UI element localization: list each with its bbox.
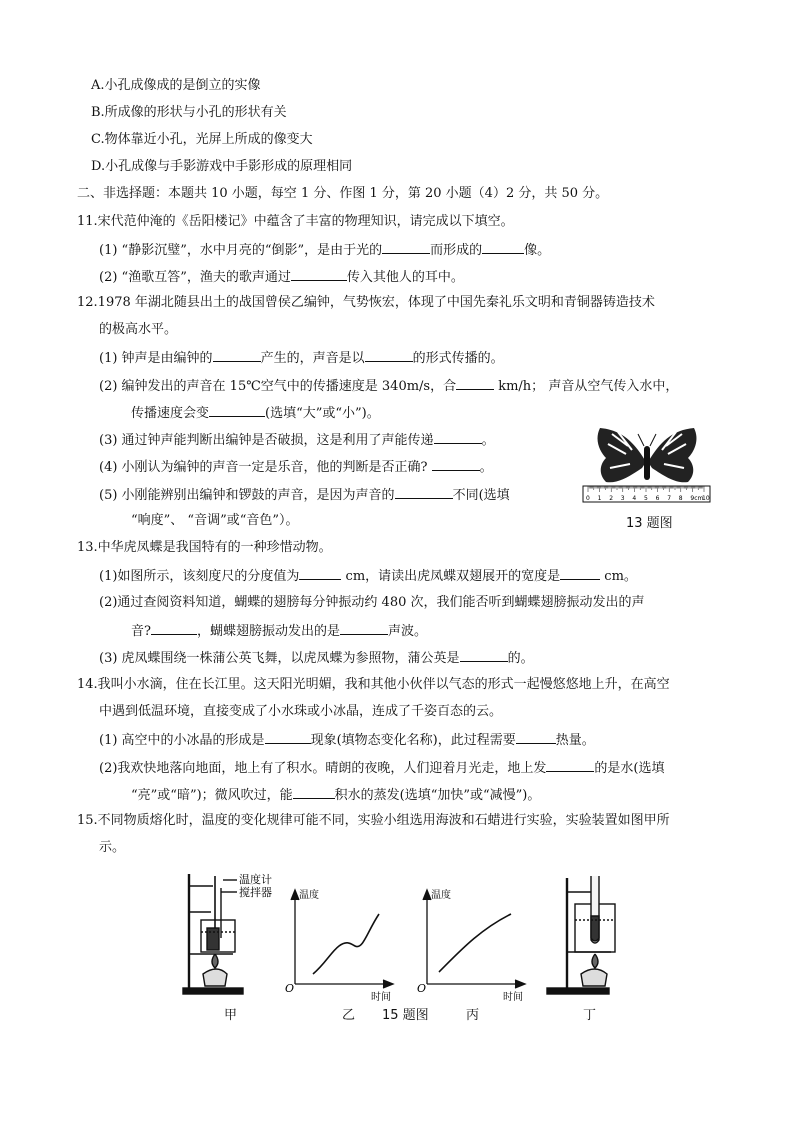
q11-part1: (1) “静影沉璧”，水中月亮的“倒影”，是由于光的 而形成的 像。 [99, 240, 550, 260]
graph-bing-origin: O [417, 982, 427, 995]
q15-stem-line1: 15.不同物质熔化时，温度的变化规律可能不同，实验小组选用海波和石蜡进行实验，实验装置如图甲所 [77, 813, 670, 828]
q11-part2: (2) “渔歌互答”，渔夫的歌声通过 传入其他人的耳中。 [99, 267, 464, 287]
q11-stem: 11.宋代范仲淹的《岳阳楼记》中蕴含了丰富的物理知识，请完成以下填空。 [77, 214, 514, 229]
graph-bing-xlabel: 时间 [503, 992, 523, 1002]
answer-blank[interactable] [299, 566, 341, 580]
q12-part2: (2) 编钟发出的声音在 15℃空气中的传播速度是 340m/s，合 km/h； 声音从空气传入水中， [99, 376, 678, 396]
graph-yi-origin: O [285, 982, 295, 995]
caption-yi: 乙 [342, 1008, 356, 1023]
fig13-caption: 13 题图 [626, 516, 673, 531]
ruler-icon [583, 486, 710, 502]
thermometer-label: 温度计 [239, 873, 272, 886]
q15-stem-line2: 示。 [99, 840, 126, 855]
answer-blank[interactable] [395, 485, 453, 499]
answer-blank[interactable] [265, 730, 311, 744]
q12-part5: (5) 小刚能辨别出编钟和锣鼓的声音，是因为声音的 不同(选填 [99, 485, 510, 505]
q12-part5-cont: “响度”、 “音调”或“音色”）。 [131, 513, 299, 528]
graph-yi-xlabel: 时间 [371, 992, 391, 1002]
answer-blank[interactable] [293, 785, 335, 799]
q12-part1: (1) 钟声是由编钟的 产生的，声音是以 的形式传播的。 [99, 348, 504, 368]
answer-blank[interactable] [291, 267, 347, 281]
q14-stem-line1: 14.我叫小水滴，住在长江里。这天阳光明媚，我和其他小伙伴以气态的形式一起慢悠悠地上升，在高空 [77, 677, 670, 692]
caption-fig15-title: 15 题图 [382, 1008, 429, 1023]
q12-stem-line1: 12.1978 年湖北随县出土的战国曾侯乙编钟，气势恢宏，体现了中国先秦礼乐文明和青铜器铸造技术 [77, 295, 655, 310]
ruler-tick-label: 7 [667, 495, 672, 502]
graph-yi [291, 890, 393, 988]
option-a: A.小孔成像成的是倒立的实像 [91, 78, 261, 93]
ruler-tick-label: 5 [644, 495, 648, 502]
ruler-tick-label: 1 [597, 495, 602, 502]
ruler-tick-label: 9cm [690, 495, 704, 502]
answer-blank[interactable] [209, 403, 265, 417]
graph-bing-ylabel: 温度 [431, 890, 451, 901]
ruler-tick-label: 8 [678, 495, 683, 502]
ruler-tick-label: 10 [702, 495, 710, 502]
q14-part2: (2)我欢快地落向地面，地上有了积水。晴朗的夜晚，人们迎着月光走，地上发 的是水(选填 [99, 758, 665, 778]
section-heading: 二、非选择题：本题共 10 小题，每空 1 分、作图 1 分，第 20 小题（4）2 分，共 50 分。 [77, 186, 609, 201]
option-d: D.小孔成像与手影游戏中手影形成的原理相同 [91, 159, 353, 174]
q13-part2: (2)通过查阅资料知道，蝴蝶的翅膀每分钟振动约 480 次，我们能否听到蝴蝶翅膀振动发出的声 [99, 595, 645, 610]
answer-blank[interactable] [365, 348, 413, 362]
caption-ding: 丁 [583, 1008, 597, 1023]
q14-part2-cont: “亮”或“暗”)；微风吹过，能 积水的蒸发(选填“加快”或“减慢”)。 [131, 785, 540, 805]
q12-part2-cont: 传播速度会变 (选填“大”或“小”)。 [131, 403, 380, 423]
answer-blank[interactable] [382, 240, 430, 254]
q14-part1: (1) 高空中的小冰晶的形成是 现象(填物态变化名称)，此过程需要 热量。 [99, 730, 595, 750]
answer-blank[interactable] [560, 566, 600, 580]
fig15-figures [175, 868, 635, 1002]
q13-part1: (1)如图所示，该刻度尺的分度值为 cm，请读出虎凤蝶双翅展开的宽度是 cm。 [99, 566, 637, 586]
q13-part2-cont: 音? ，蝴蝶翅膀振动发出的是 声波。 [131, 621, 427, 641]
graph-bing [423, 890, 525, 988]
answer-blank[interactable] [432, 457, 480, 471]
answer-blank[interactable] [213, 348, 261, 362]
q12-part3: (3) 通过钟声能判断出编钟是否破损，这是利用了声能传递 。 [99, 430, 495, 450]
q12-stem-line2: 的极高水平。 [99, 322, 178, 337]
option-b: B.所成像的形状与小孔的形状有关 [91, 105, 287, 120]
q13-stem: 13.中华虎凤蝶是我国特有的一种珍惜动物。 [77, 540, 332, 555]
answer-blank[interactable] [151, 621, 197, 635]
answer-blank[interactable] [340, 621, 388, 635]
ruler-tick-label: 3 [620, 495, 625, 502]
graph-yi-ylabel: 温度 [299, 890, 319, 901]
caption-bing: 丙 [466, 1008, 480, 1023]
ruler-tick-label: 6 [655, 495, 660, 502]
answer-blank[interactable] [456, 376, 494, 390]
option-c: C.物体靠近小孔，光屏上所成的像变大 [91, 132, 313, 147]
q12-part4: (4) 小刚认为编钟的声音一定是乐音，他的判断是否正确? 。 [99, 457, 493, 477]
butterfly-icon [598, 428, 697, 482]
answer-blank[interactable] [482, 240, 524, 254]
butterfly-ruler-figure [582, 422, 712, 504]
water-bath-apparatus-icon [183, 874, 243, 994]
test-tube-apparatus-icon [547, 876, 615, 994]
caption-jia: 甲 [224, 1008, 238, 1023]
ruler-tick-label: 2 [609, 495, 614, 502]
q14-stem-line2: 中遇到低温环境，直接变成了小水珠或小冰晶，连成了千姿百态的云。 [99, 704, 503, 719]
answer-blank[interactable] [546, 758, 594, 772]
answer-blank[interactable] [516, 730, 556, 744]
stirrer-label: 搅拌器 [239, 886, 272, 899]
answer-blank[interactable] [460, 648, 508, 662]
answer-blank[interactable] [434, 430, 482, 444]
q13-part3: (3) 虎凤蝶围绕一株蒲公英飞舞，以虎凤蝶为参照物，蒲公英是 的。 [99, 648, 534, 668]
ruler-tick-label: 4 [632, 495, 637, 502]
ruler-tick-label: 0 [586, 495, 590, 502]
